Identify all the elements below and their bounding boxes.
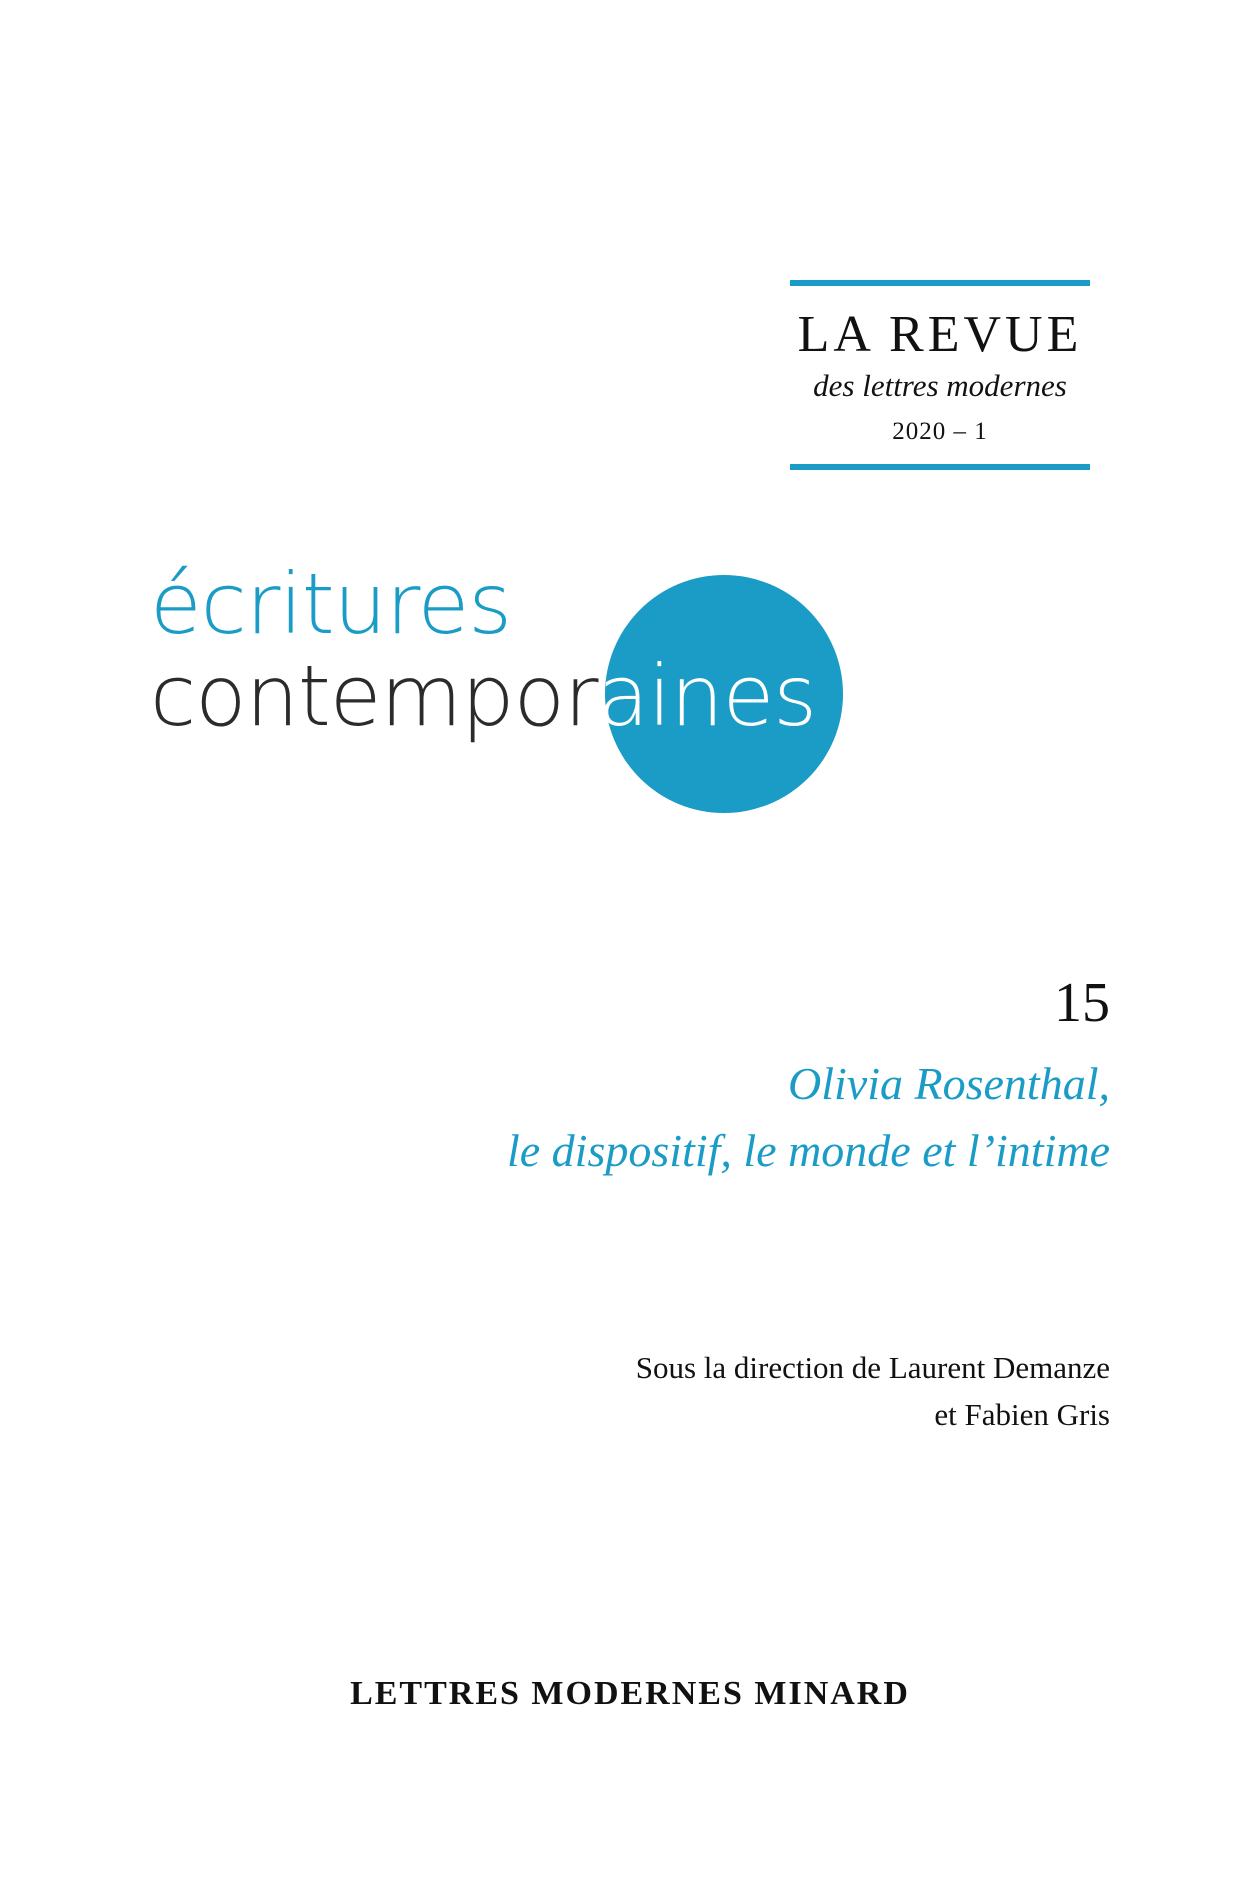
masthead-bottom-rule bbox=[790, 464, 1090, 470]
logo-line-contemporaines-overlap: aines bbox=[597, 647, 817, 745]
journal-title: LA REVUE bbox=[797, 306, 1083, 363]
volume-title-line-2: le dispositif, le monde et l’intime bbox=[506, 1124, 1110, 1176]
issue-number: 15 bbox=[1054, 972, 1110, 1034]
publisher-name: LETTRES MODERNES MINARD bbox=[350, 1675, 910, 1712]
issue-block bbox=[310, 972, 1110, 1184]
logo-line-contemporaines-prefix: contempor bbox=[150, 647, 598, 745]
volume-title bbox=[310, 1051, 1110, 1184]
journal-subtitle: des lettres modernes bbox=[813, 368, 1067, 404]
masthead-top-rule bbox=[790, 280, 1090, 286]
editors-block bbox=[310, 1345, 1110, 1438]
logo-line-ecritures: écritures bbox=[150, 555, 512, 653]
editors-line-1: Sous la direction de Laurent Demanze bbox=[635, 1350, 1110, 1385]
editors-line-2: et Fabien Gris bbox=[934, 1396, 1110, 1432]
series-logotype bbox=[150, 555, 1010, 825]
volume-title-line-1: Olivia Rosenthal, bbox=[788, 1058, 1110, 1109]
masthead bbox=[790, 280, 1090, 470]
journal-issue-year: 2020 – 1 bbox=[892, 417, 988, 445]
logo-line-contemporaines bbox=[150, 647, 816, 745]
